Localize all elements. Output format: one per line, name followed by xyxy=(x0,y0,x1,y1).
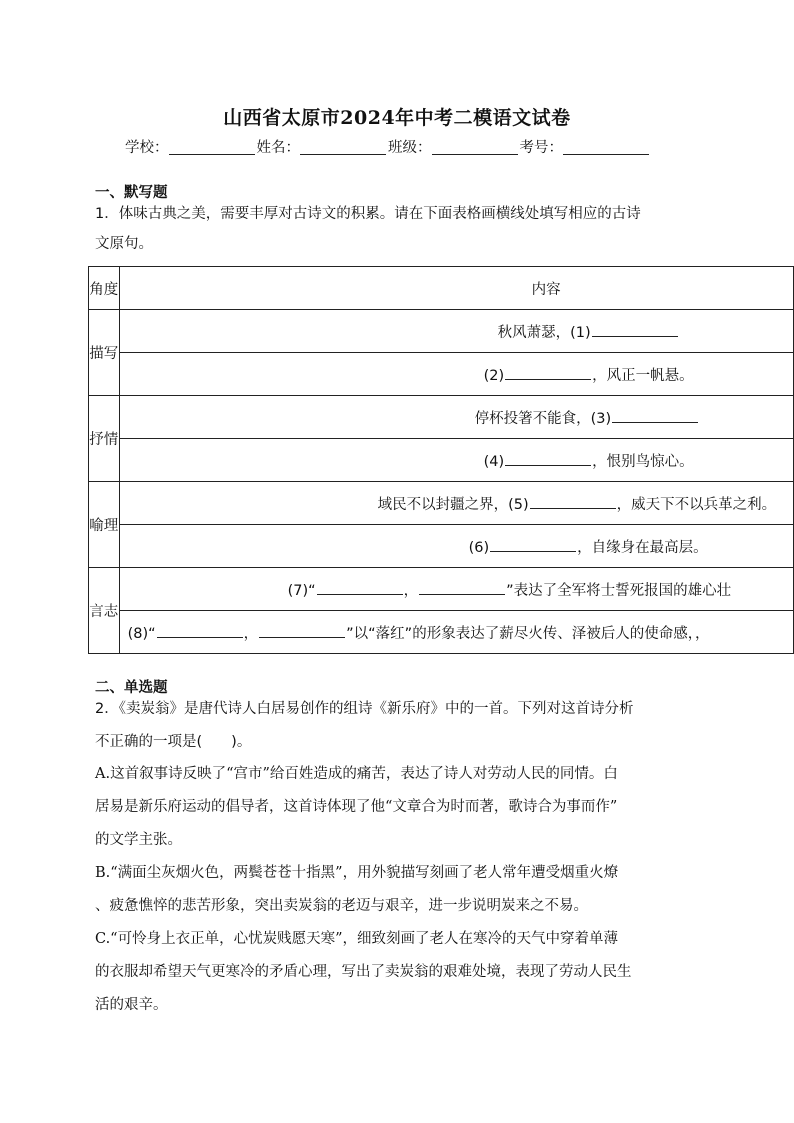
row-3-line-1-end: ，威天下不以兵革之利。 xyxy=(616,496,777,513)
header-content: 内容 xyxy=(119,267,793,310)
school-blank[interactable] xyxy=(169,140,255,155)
row-4-line-2-end: ”以“落红”的形象表达了薪尽火传、泽被后人的使命感，， xyxy=(346,625,710,642)
class-blank[interactable] xyxy=(432,140,518,155)
table-row xyxy=(89,525,794,568)
blank-1[interactable] xyxy=(592,323,678,337)
row-1-line-2-end: ，风正一帆悬。 xyxy=(592,367,694,384)
table-header-row xyxy=(89,267,794,310)
row-2-line-2-text: (4) xyxy=(483,453,505,470)
row-4-line-1-text: (7)“ xyxy=(287,582,316,599)
question-2-line-1: 2．《卖炭翁》是唐代诗人白居易创作的组诗《新乐府》中的一首。下列对这首诗分析 xyxy=(95,701,634,717)
blank-7b[interactable] xyxy=(419,581,505,595)
school-label: 学校： xyxy=(125,140,169,156)
page-title: 山西省太原市2024年中考二模语文试卷 xyxy=(223,107,571,129)
question-1-line-1: 1．体味古典之美，需要丰厚对古诗文的积累。请在下面表格画横线处填写相应的古诗 xyxy=(95,206,641,222)
blank-6[interactable] xyxy=(490,538,576,552)
row-4-line-1-comma: ， xyxy=(403,582,419,599)
row-3-line-1-text: 域民不以封疆之界，(5) xyxy=(377,496,529,513)
row-1-line-2-text: (2) xyxy=(483,367,505,384)
table-row xyxy=(89,396,794,439)
table-row xyxy=(89,353,794,396)
option-line: C.“可怜身上衣正单，心忧炭贱愿天寒”，细致刻画了老人在寒冷的天气中穿着单薄 xyxy=(95,931,619,947)
blank-3[interactable] xyxy=(612,409,698,423)
table-row xyxy=(89,611,794,654)
student-info-line xyxy=(125,136,651,157)
option-line: 活的艰辛。 xyxy=(95,997,168,1013)
option-line: B.“满面尘灰烟火色，两鬓苍苍十指黑”，用外貌描写刻画了老人常年遭受烟重火燎 xyxy=(95,865,619,881)
row-1-line-1-text: 秋风萧瑟，(1) xyxy=(497,324,591,341)
row-2-line-2-end: ，恨别鸟惊心。 xyxy=(592,453,694,470)
option-line: 的衣服却希望天气更寒冷的矛盾心理，写出了卖炭翁的艰难处境，表现了劳动人民生 xyxy=(95,964,632,980)
category-cell: 言志 xyxy=(89,568,120,654)
poem-table-wrapper xyxy=(88,266,794,670)
blank-7a[interactable] xyxy=(317,581,403,595)
row-3-line-2-text: (6) xyxy=(468,539,490,556)
category-cell: 描写 xyxy=(89,310,120,396)
number-label: 考号： xyxy=(519,140,563,156)
row-4-line-1-end: ”表达了全军将士誓死报国的雄心壮 xyxy=(506,582,732,599)
section-1-heading: 一、默写题 xyxy=(95,185,168,201)
blank-8a[interactable] xyxy=(157,624,243,638)
table-row xyxy=(89,568,794,611)
category-cell: 抒情 xyxy=(89,396,120,482)
option-line: A.这首叙事诗反映了“宫市”给百姓造成的痛苦，表达了诗人对劳动人民的同情。白 xyxy=(95,766,618,782)
blank-8b[interactable] xyxy=(259,624,345,638)
category-cell: 喻理 xyxy=(89,482,120,568)
table-row xyxy=(89,310,794,353)
row-3-line-2-end: ，自缘身在最高层。 xyxy=(577,539,708,556)
table-row xyxy=(89,482,794,525)
row-4-line-2-text: (8)“ xyxy=(127,625,156,642)
name-label: 姓名： xyxy=(256,140,300,156)
number-blank[interactable] xyxy=(563,140,649,155)
table-row xyxy=(89,439,794,482)
blank-4[interactable] xyxy=(505,452,591,466)
question-1-line-2: 文原句。 xyxy=(95,236,153,252)
option-line: 、疲惫憔悴的悲苦形象，突出卖炭翁的老迈与艰辛，进一步说明炭来之不易。 xyxy=(95,898,588,914)
option-line: 的文学主张。 xyxy=(95,832,182,848)
option-line: 居易是新乐府运动的倡导者，这首诗体现了他“文章合为时而著，歌诗合为事而作” xyxy=(95,799,618,815)
blank-2[interactable] xyxy=(505,366,591,380)
name-blank[interactable] xyxy=(300,140,386,155)
row-2-line-1-text: 停杯投箸不能食，(3) xyxy=(474,410,612,427)
blank-5[interactable] xyxy=(530,495,616,509)
poem-table xyxy=(88,266,794,654)
section-2-heading: 二、单选题 xyxy=(95,680,168,696)
row-4-line-2-comma: ， xyxy=(243,625,259,642)
class-label: 班级： xyxy=(388,140,432,156)
question-2-line-2: 不正确的一项是( )。 xyxy=(95,734,252,750)
header-angle: 角度 xyxy=(89,267,120,310)
